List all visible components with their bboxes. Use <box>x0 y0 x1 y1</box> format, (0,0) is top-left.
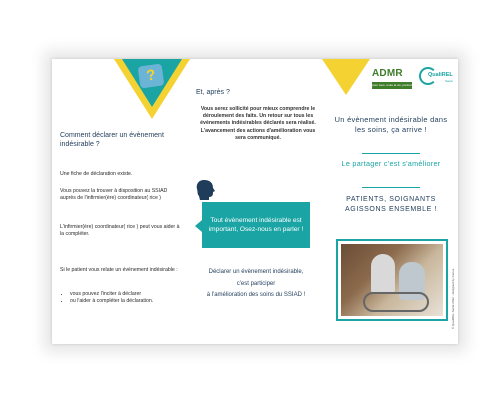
admr-tagline: pour tous, toute la vie, partout <box>372 83 412 87</box>
cover-subheading: Le partager c'est s'améliorer <box>341 159 441 168</box>
closing-line-2: c'est participer <box>236 280 276 287</box>
left-paragraph-2: Vous pouvez la trouver à disposition au SSIAD auprès de l'infirmier(ère) coordinateur( rice ) <box>60 188 168 201</box>
caregiver-patient-photo <box>341 244 443 316</box>
qualirel-logo <box>419 65 455 91</box>
cover-heading: Un évènement indésirable dans les soins, ça arrive ! <box>334 115 448 134</box>
middle-closing-text <box>194 267 318 302</box>
right-panel <box>324 59 458 344</box>
left-paragraph-4: Si le patient vous relate un évènement indésirable : <box>60 267 178 273</box>
qualirel-sub-text: Santé <box>445 79 453 83</box>
middle-panel <box>188 59 324 344</box>
middle-heading: Et, après ? <box>196 89 230 96</box>
left-bullet-list <box>60 291 180 305</box>
callout-box <box>202 202 310 248</box>
divider <box>362 153 420 154</box>
middle-body: Vous serez sollicité pour mieux comprendre le déroulement des faits. Un retour sur tous les évènements indésirables déclarés sera réalisé. L'avancement des actions d'amélioration vous sera communiqué. <box>200 106 316 141</box>
credit-text: © QualiREL Santé 2022 - designed by Canva <box>451 268 455 329</box>
qualirel-logo-text: QualiREL <box>428 72 453 78</box>
photo-frame <box>336 239 448 321</box>
cover-slogan: PATIENTS, SOIGNANTS AGISSONS ENSEMBLE ! <box>345 196 437 213</box>
left-paragraph-3: L'infirmier(ère) coordinateur( rice ) peut vous aider à la compléter. <box>60 224 180 237</box>
closing-line-3: à l'amélioration des soins du SSIAD ! <box>206 292 306 298</box>
photo-caregiver <box>371 254 395 294</box>
brochure-sheet <box>52 59 458 344</box>
closing-line-1: Déclarer un évènement indésirable, <box>208 269 304 275</box>
admr-logo <box>372 65 412 93</box>
left-paragraph-1: Une fiche de déclaration existe. <box>60 171 133 177</box>
left-panel <box>52 59 188 344</box>
head-profile-icon <box>194 178 222 202</box>
callout-text: Tout évènement indésirable est important, Osez-nous en parler ! <box>208 216 304 233</box>
question-mark-icon: ? <box>138 63 165 88</box>
list-item: • vous pouvez l'inciter à déclarer <box>70 291 180 298</box>
list-item: • ou l'aider à compléter la déclaration. <box>70 298 180 305</box>
left-heading: Comment déclarer un évènement indésirable ? <box>60 132 164 148</box>
divider <box>362 187 420 188</box>
admr-logo-text: ADMR <box>372 68 403 79</box>
photo-wheelchair <box>363 292 429 312</box>
yellow-triangle-decoration <box>322 59 370 95</box>
